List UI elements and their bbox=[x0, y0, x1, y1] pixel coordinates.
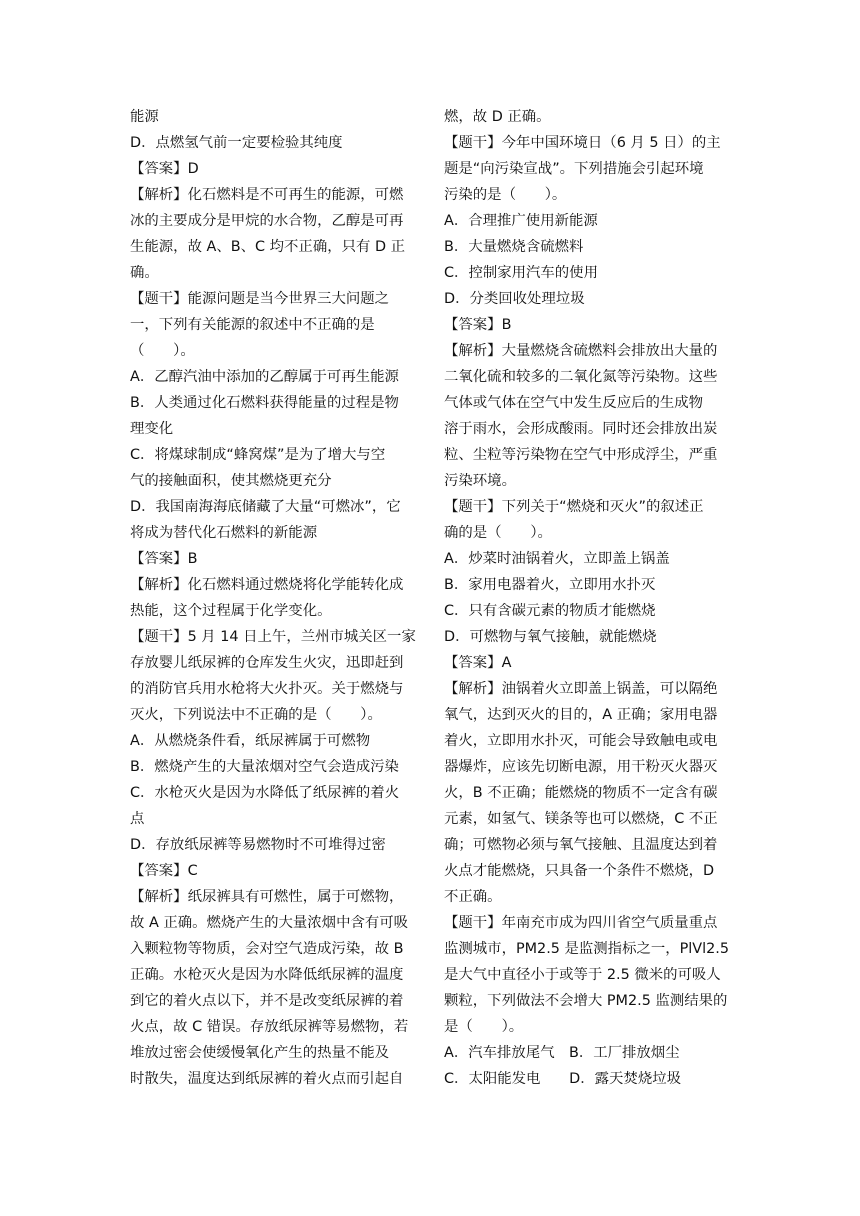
text-line: 着火，立即用水扑灭，可能会导致触电或电 bbox=[444, 733, 718, 749]
text-line: C．太阳能发电 D．露天焚烧垃圾 bbox=[444, 1071, 681, 1087]
text-line: 点 bbox=[130, 811, 145, 827]
text-line: 【题干】5 月 14 日上午，兰州市城关区一家 bbox=[130, 629, 416, 645]
text-line: 火，B 不正确；能燃烧的物质不一定含有碳 bbox=[444, 785, 718, 801]
text-line: 元素，如氢气、镁条等也可以燃烧，C 不正 bbox=[444, 811, 718, 827]
text-line: 能源 bbox=[130, 109, 159, 125]
text-line: 火点，故 C 错误。存放纸尿裤等易燃物，若 bbox=[130, 1019, 409, 1035]
text-line: D．点燃氢气前一定要检验其纯度 bbox=[130, 135, 343, 151]
text-line: A．合理推广使用新能源 bbox=[444, 213, 598, 229]
text-line: 【答案】B bbox=[130, 551, 198, 567]
text-line: 粒、尘粒等污染物在空气中形成浮尘，严重 bbox=[444, 447, 718, 463]
text-line: B．燃烧产生的大量浓烟对空气会造成污染 bbox=[130, 759, 399, 775]
text-line: 污染的是（ ）。 bbox=[444, 187, 567, 203]
text-line: B．人类通过化石燃料获得能量的过程是物 bbox=[130, 395, 399, 411]
text-line: 溶于雨水，会形成酸雨。同时还会排放出炭 bbox=[444, 421, 718, 437]
text-line: 气的接触面积，使其燃烧更充分 bbox=[130, 473, 332, 489]
text-line: 生能源，故 A、B、C 均不正确，只有 D 正 bbox=[130, 239, 406, 255]
text-line: 到它的着火点以下，并不是改变纸尿裤的着 bbox=[130, 993, 404, 1009]
text-line: 将成为替代化石燃料的新能源 bbox=[130, 525, 318, 541]
text-line: 【题干】年南充市成为四川省空气质量重点 bbox=[444, 915, 718, 931]
text-line: 器爆炸，应该先切断电源，用干粉灭火器灭 bbox=[444, 759, 718, 775]
text-line: 热能，这个过程属于化学变化。 bbox=[130, 603, 332, 619]
text-line: C．控制家用汽车的使用 bbox=[444, 265, 598, 281]
text-line: 【答案】C bbox=[130, 863, 198, 879]
text-line: 故 A 正确。燃烧产生的大量浓烟中含有可吸 bbox=[130, 915, 409, 931]
text-line: A．汽车排放尾气 B．工厂排放烟尘 bbox=[444, 1045, 680, 1061]
text-line: 监测城市，PM2.5 是监测指标之一，PlVl2.5 bbox=[444, 941, 730, 957]
text-line: D．存放纸尿裤等易燃物时不可堆得过密 bbox=[130, 837, 386, 853]
text-line: A．炒菜时油锅着火，立即盖上锅盖 bbox=[444, 551, 670, 567]
left-text-column bbox=[130, 104, 420, 1092]
text-line: 是（ ）。 bbox=[444, 1019, 524, 1035]
text-line: B．大量燃烧含硫燃料 bbox=[444, 239, 584, 255]
text-line: 【答案】B bbox=[444, 317, 512, 333]
text-line: 气体或气体在空气中发生反应后的生成物 bbox=[444, 395, 704, 411]
text-line: 不正确。 bbox=[444, 889, 502, 905]
text-line: 冰的主要成分是甲烷的水合物，乙醇是可再 bbox=[130, 213, 404, 229]
text-line: 时散失，温度达到纸尿裤的着火点而引起自 bbox=[130, 1071, 404, 1087]
text-line: 确；可燃物必须与氧气接触、且温度达到着 bbox=[444, 837, 718, 853]
text-line: 【题干】今年中国环境日（6 月 5 日）的主 bbox=[444, 135, 721, 151]
text-line: 是大气中直径小于或等于 2.5 微米的可吸人 bbox=[444, 967, 721, 983]
text-line: D．分类回收处理垃圾 bbox=[444, 291, 585, 307]
text-line: 【解析】化石燃料是不可再生的能源，可燃 bbox=[130, 187, 404, 203]
text-line: （ ）。 bbox=[130, 343, 195, 359]
text-line: 【解析】大量燃烧含硫燃料会排放出大量的 bbox=[444, 343, 718, 359]
text-line: 灭火，下列说法中不正确的是（ ）。 bbox=[130, 707, 382, 723]
text-line: D．可燃物与氧气接触，就能燃烧 bbox=[444, 629, 657, 645]
text-line: 存放婴儿纸尿裤的仓库发生火灾，迅即赶到 bbox=[130, 655, 404, 671]
text-line: 【解析】纸尿裤具有可燃性，属于可燃物， bbox=[130, 889, 404, 905]
text-line: C．只有含碳元素的物质才能燃烧 bbox=[444, 603, 656, 619]
text-line: 堆放过密会使缓慢氧化产生的热量不能及 bbox=[130, 1045, 390, 1061]
text-line: 【答案】D bbox=[130, 161, 199, 177]
text-line: 入颗粒物等物质，会对空气造成污染，故 B bbox=[130, 941, 404, 957]
text-line: 确。 bbox=[130, 265, 159, 281]
text-line: 氧气，达到灭火的目的，A 正确；家用电器 bbox=[444, 707, 718, 723]
text-line: 燃，故 D 正确。 bbox=[444, 109, 551, 125]
text-line: B．家用电器着火，立即用水扑灭 bbox=[444, 577, 656, 593]
text-line: C．将煤球制成“蜂窝煤”是为了增大与空 bbox=[130, 447, 386, 463]
text-line: 【解析】化石燃料通过燃烧将化学能转化成 bbox=[130, 577, 404, 593]
text-line: 【题干】能源问题是当今世界三大问题之 bbox=[130, 291, 390, 307]
right-text-column bbox=[444, 104, 734, 1092]
text-line: A．从燃烧条件看，纸尿裤属于可燃物 bbox=[130, 733, 371, 749]
text-line: 的消防官兵用水枪将大火扑灭。关于燃烧与 bbox=[130, 681, 404, 697]
text-line: A．乙醇汽油中添加的乙醇属于可再生能源 bbox=[130, 369, 399, 385]
text-line: 【答案】A bbox=[444, 655, 512, 671]
text-line: 二氧化硫和较多的二氧化氮等污染物。这些 bbox=[444, 369, 718, 385]
text-line: 一，下列有关能源的叙述中不正确的是 bbox=[130, 317, 375, 333]
text-line: 题是“向污染宣战”。下列措施会引起环境 bbox=[444, 161, 704, 177]
text-line: 【题干】下列关于“燃烧和灭火”的叙述正 bbox=[444, 499, 704, 515]
text-line: D．我国南海海底储藏了大量“可燃冰”，它 bbox=[130, 499, 401, 515]
text-line: 【解析】油锅着火立即盖上锅盖，可以隔绝 bbox=[444, 681, 718, 697]
text-line: 颗粒，下列做法不会增大 PM2.5 监测结果的 bbox=[444, 993, 728, 1009]
text-line: 理变化 bbox=[130, 421, 174, 437]
text-line: 火点才能燃烧，只具备一个条件不燃烧，D bbox=[444, 863, 715, 879]
text-line: 正确。水枪灭火是因为水降低纸尿裤的温度 bbox=[130, 967, 404, 983]
text-line: C．水枪灭火是因为水降低了纸尿裤的着火 bbox=[130, 785, 400, 801]
text-line: 污染环境。 bbox=[444, 473, 516, 489]
text-line: 确的是（ ）。 bbox=[444, 525, 552, 541]
